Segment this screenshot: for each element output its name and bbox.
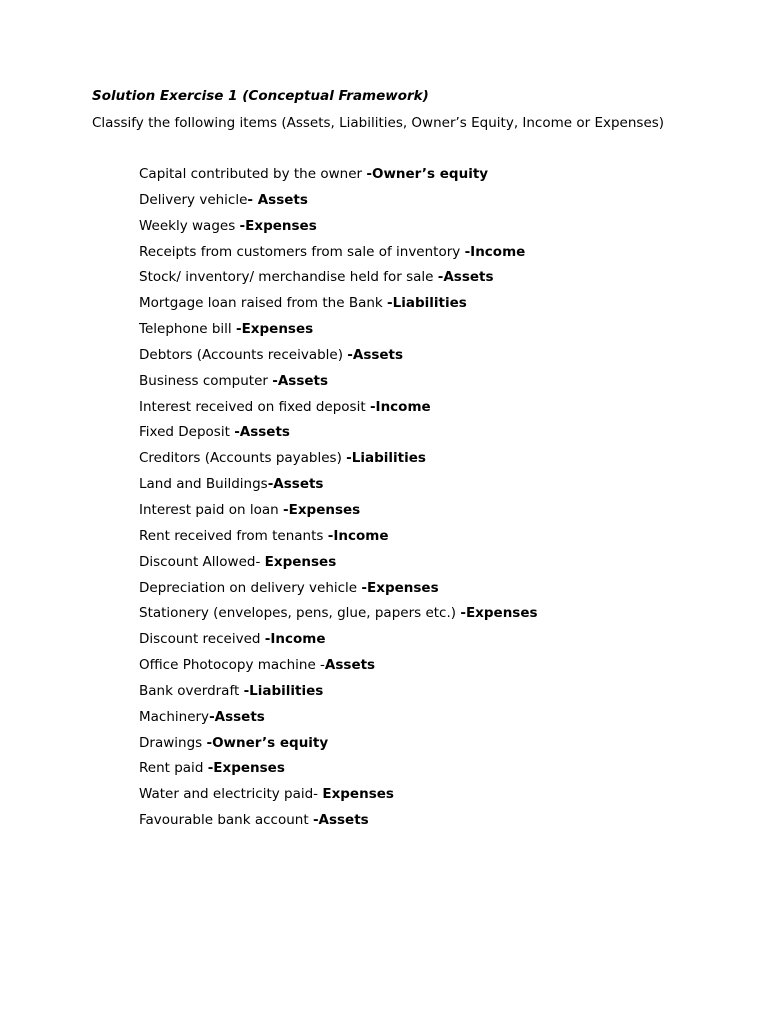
- list-item: [139, 267, 538, 293]
- item-classification: -Owner’s equity: [366, 166, 489, 182]
- list-item: [139, 190, 538, 216]
- item-classification: -Liabilities: [243, 682, 324, 699]
- item-classification: Expenses: [322, 786, 394, 803]
- item-text: Debtors (Accounts receivable): [139, 346, 348, 363]
- item-classification: -Assets: [209, 708, 265, 725]
- item-text: Receipts from customers from sale of inventory: [139, 243, 465, 260]
- item-text: Weekly wages: [139, 217, 240, 234]
- list-item: [139, 784, 538, 810]
- item-text: Machinery: [139, 708, 210, 725]
- item-classification: -Assets: [312, 812, 369, 829]
- list-item: [139, 810, 538, 836]
- list-item: [139, 448, 538, 474]
- list-item: [139, 758, 538, 784]
- item-text: Interest paid on loan: [139, 501, 284, 518]
- item-text: Discount Allowed-: [139, 553, 265, 570]
- classification-list: [139, 164, 538, 836]
- list-item: [139, 552, 538, 578]
- item-classification: -Liabilities: [387, 295, 467, 312]
- list-item: [139, 681, 538, 707]
- item-classification: -Assets: [234, 424, 290, 441]
- item-classification: - Assets: [247, 191, 308, 208]
- item-text: Telephone bill: [139, 321, 236, 338]
- item-text: Capital contributed by the owner: [139, 166, 367, 182]
- list-item: [139, 371, 538, 397]
- list-item: [139, 500, 538, 526]
- item-classification: -Liabilities: [346, 450, 426, 467]
- item-classification: -Assets: [347, 346, 404, 363]
- item-text: Interest received on fixed deposit: [139, 398, 370, 415]
- list-item: [139, 422, 538, 448]
- item-classification: -Income: [327, 527, 389, 544]
- item-classification: -Assets: [437, 269, 494, 286]
- item-text: Mortgage loan raised from the Bank: [139, 295, 388, 312]
- item-text: Discount received: [139, 631, 265, 648]
- item-classification: -Expenses: [207, 760, 285, 777]
- item-text: Stationery (envelopes, pens, glue, papers etc.): [139, 605, 461, 622]
- item-text: Land and Buildings: [139, 476, 268, 493]
- item-classification: -Owner’s equity: [206, 734, 329, 751]
- list-item: [139, 293, 538, 319]
- item-classification: -Expenses: [361, 579, 439, 596]
- list-item: [139, 242, 538, 268]
- item-classification: -Assets: [272, 372, 329, 389]
- list-item: [139, 526, 538, 552]
- item-classification: -Expenses: [235, 321, 314, 338]
- item-classification: Expenses: [264, 553, 337, 570]
- item-text: Favourable bank account: [139, 812, 313, 829]
- item-classification: -Income: [464, 243, 526, 260]
- item-classification: -Expenses: [239, 217, 317, 234]
- list-item: [139, 474, 538, 500]
- item-text: Office Photocopy machine -: [139, 657, 325, 674]
- list-item: [139, 603, 538, 629]
- list-item: [139, 655, 538, 681]
- item-text: Bank overdraft: [139, 682, 244, 699]
- list-item: [139, 319, 538, 345]
- instruction-text: Classify the following items (Assets, Liabilities, Owner’s Equity, Income or Expenses): [92, 115, 665, 131]
- item-classification: -Income: [369, 398, 431, 415]
- item-text: Fixed Deposit: [139, 424, 235, 441]
- item-text: Rent received from tenants: [139, 527, 328, 544]
- item-text: Rent paid: [139, 760, 208, 777]
- list-item: [139, 345, 538, 371]
- item-text: Depreciation on delivery vehicle: [139, 579, 362, 596]
- list-item: [139, 578, 538, 604]
- list-item: [139, 164, 538, 190]
- item-text: Creditors (Accounts payables): [139, 450, 347, 467]
- item-classification: -Expenses: [460, 605, 538, 622]
- item-text: Business computer: [139, 372, 273, 389]
- list-item: [139, 733, 538, 759]
- list-item: [139, 707, 538, 733]
- item-classification: -Income: [264, 631, 326, 648]
- item-classification: Assets: [324, 657, 376, 674]
- list-item: [139, 216, 538, 242]
- item-text: Stock/ inventory/ merchandise held for sale: [139, 269, 438, 286]
- item-text: Water and electricity paid-: [139, 786, 323, 803]
- list-item: [139, 397, 538, 423]
- item-text: Delivery vehicle: [139, 191, 248, 208]
- exercise-title: Solution Exercise 1 (Conceptual Framework): [92, 88, 429, 104]
- list-item: [139, 629, 538, 655]
- item-classification: -Assets: [267, 476, 324, 493]
- item-classification: -Expenses: [283, 501, 361, 518]
- item-text: Drawings: [139, 734, 207, 751]
